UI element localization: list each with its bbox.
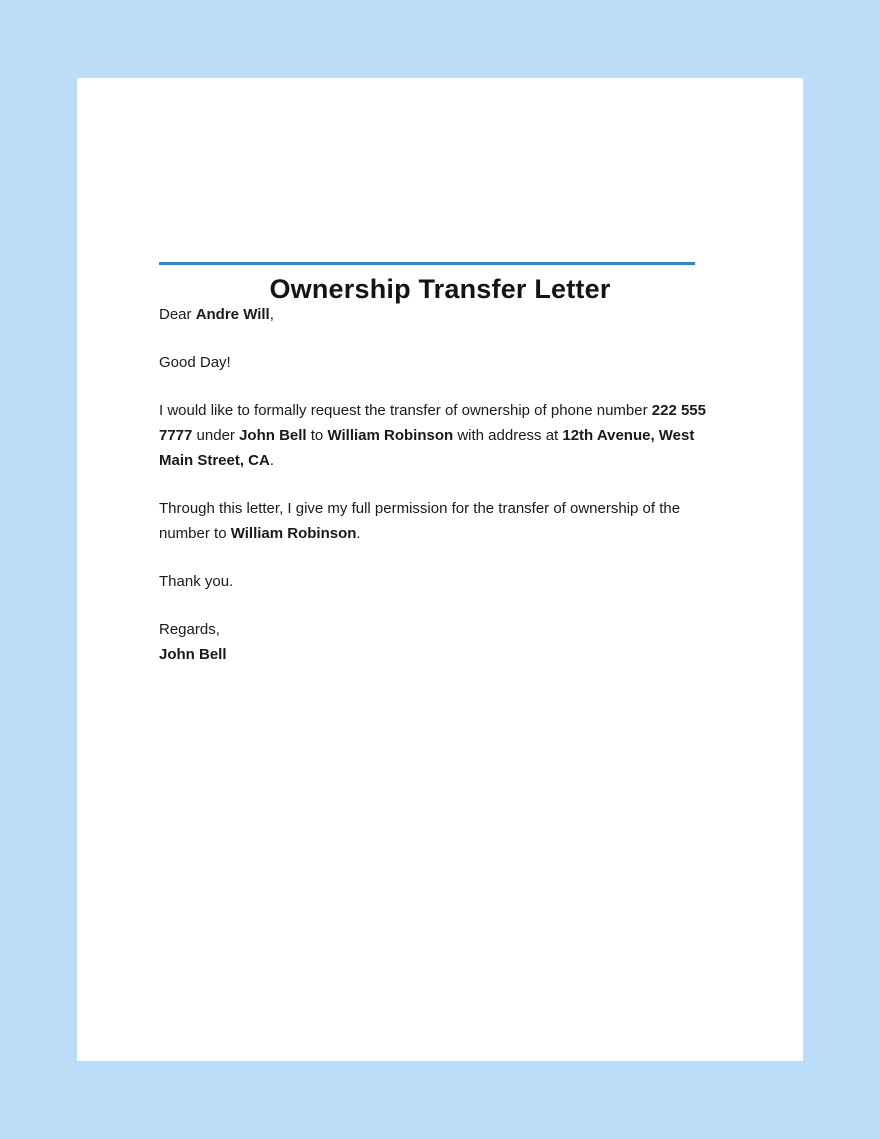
thanks-line: Thank you. (159, 573, 234, 590)
permission-paragraph (159, 496, 719, 546)
request-text-5: . (269, 452, 275, 469)
greeting (159, 302, 719, 327)
title-divider (159, 262, 695, 265)
recipient-name: Andre Will (195, 306, 270, 323)
request-paragraph (159, 398, 719, 473)
request-text-1: I would like to formally request the transfer of ownership of phone number (159, 402, 652, 419)
letter-title: Ownership Transfer Letter (269, 274, 611, 304)
request-text-3: to (306, 427, 328, 444)
letter-body (159, 302, 719, 667)
address: 12th Avenue, West Main Street, CA (159, 427, 695, 469)
signature-name: John Bell (159, 646, 227, 663)
request-text-4: with address at (453, 427, 563, 444)
permission-text-1: Through this letter, I give my full permission for the transfer of ownership of the number to (159, 500, 681, 542)
greeting-prefix: Dear (159, 306, 196, 323)
letter-page (77, 78, 803, 1061)
closing-line: Regards, (159, 621, 220, 638)
greeting-suffix: , (269, 306, 274, 323)
closing-block (159, 617, 719, 667)
opening-line: Good Day! (159, 354, 231, 371)
current-owner-name: John Bell (239, 427, 307, 444)
request-text-2: under (192, 427, 240, 444)
phone-number: 222 555 7777 (159, 402, 706, 444)
new-owner-name: William Robinson (327, 427, 454, 444)
permission-text-2: . (356, 525, 361, 542)
permission-new-owner-name: William Robinson (230, 525, 357, 542)
